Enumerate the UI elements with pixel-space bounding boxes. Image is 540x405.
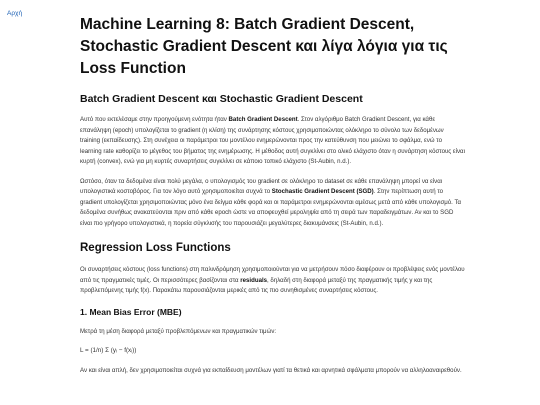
paragraph-mbe-note: Αν και είναι απλή, δεν χρησιμοποιείται συχνά για εκπαίδευση μοντέλων γιατί τα θετικά και αρνητικά σφάλματα μπορούν να αλληλοαναιρεθούν. [80,366,462,374]
home-link[interactable]: Αρχή [7,10,23,17]
text-run: , δηλαδή στη διαφορά μεταξύ της πραγματικής τιμής y και της προβλεπόμενης τιμής f(x). Παρακάτω παρουσιάζονται μερικές από τις πιο συνηθισμένες συναρτήσεις κόστους. [80,276,433,294]
text-run: Ωστόσο, όταν τα δεδομένα είναι πολύ μεγάλα, ο υπολογισμός του gradient σε ολόκληρο το dataset σε κάθε επανάληψη μπορεί να είναι υπολογιστικά κοστοβόρος. Για τον λόγο αυτό χρησιμοποιείται συχνά το [80,177,443,195]
term-residuals: residuals [240,276,268,284]
paragraph-loss-intro [80,265,465,297]
text-run: Αυτό που εκτελέσαμε στην προηγούμενη ενότητα ήταν [80,116,229,123]
article [80,14,465,385]
text-run: . Στον αλγόριθμο Batch Gradient Descent, για κάθε επανάληψη (epoch) υπολογίζεται το gradient (η κλίση) της συνάρτησης κόστους χρησιμοποιώντας ολόκληρο το σύνολο των δεδομένων training (εκπαίδευσης). Στη συνέχεια οι παράμετροι του μοντέλου ενημερώνονται προς την κατεύθυνση που μειώνει το σφάλμα, ενώ το learning rate καθορίζει το μέγεθος του βήματος της ενημέρωσης. Η μέθοδος αυτή συγκλίνει στο ολικό ελάχιστο όταν η συνάρτηση κόστους είναι κυρτή (convex), ενώ για μη κυρτές συναρτήσεις συγκλίνει σε κάποιο τοπικό ελάχιστο (St-Aubin, n.d.). [80,116,465,165]
paragraph-sgd [80,177,465,230]
page-title: Machine Learning 8: Batch Gradient Descent, Stochastic Gradient Descent και λίγα λόγια για τις Loss Function [80,16,448,77]
term-batch-gradient-descent: Batch Gradient Descent [228,116,298,123]
section-heading-gradient-descent: Batch Gradient Descent και Stochastic Gradient Descent [80,93,363,105]
text-run: . Στην περίπτωση αυτή το gradient υπολογίζεται χρησιμοποιώντας μόνο ένα δείγμα κάθε φορά και οι παράμετροι ενημερώνονται αμέσως μετά από κάθε υπολογισμό. Τα δεδομένα συνήθως ανακατεύονται πριν από κάθε epoch ώστε να αποφευχθεί μεροληψία από τη σειρά των παραδειγμάτων. Αν και το SGD είναι πιο γρήγορο υπολογιστικά, η πορεία σύγκλισής του παρουσιάζει μεγαλύτερες διακυμάνσεις (St-Aubin, n.d.). [80,188,462,227]
text-run: Οι συναρτήσεις κόστους (loss functions) στη παλινδρόμηση χρησιμοποιούνται για να μετρήσουν πόσο διαφέρουν οι προβλέψεις ενός μοντέλου από τις πραγματικές τιμές. Οι περισσότερες βασίζονται στα [80,266,465,284]
paragraph-mbe-description: Μετρά τη μέση διαφορά μεταξύ προβλεπόμενων και πραγματικών τιμών: [80,327,277,335]
formula-mbe: L = (1/n) Σ (yᵢ − f(xᵢ)) [80,347,137,354]
term-sgd: Stochastic Gradient Descent (SGD) [271,188,374,195]
section-heading-loss-functions: Regression Loss Functions [80,242,231,254]
paragraph-batch-gd [80,115,465,168]
subheading-mbe: 1. Mean Bias Error (MBE) [80,306,182,317]
